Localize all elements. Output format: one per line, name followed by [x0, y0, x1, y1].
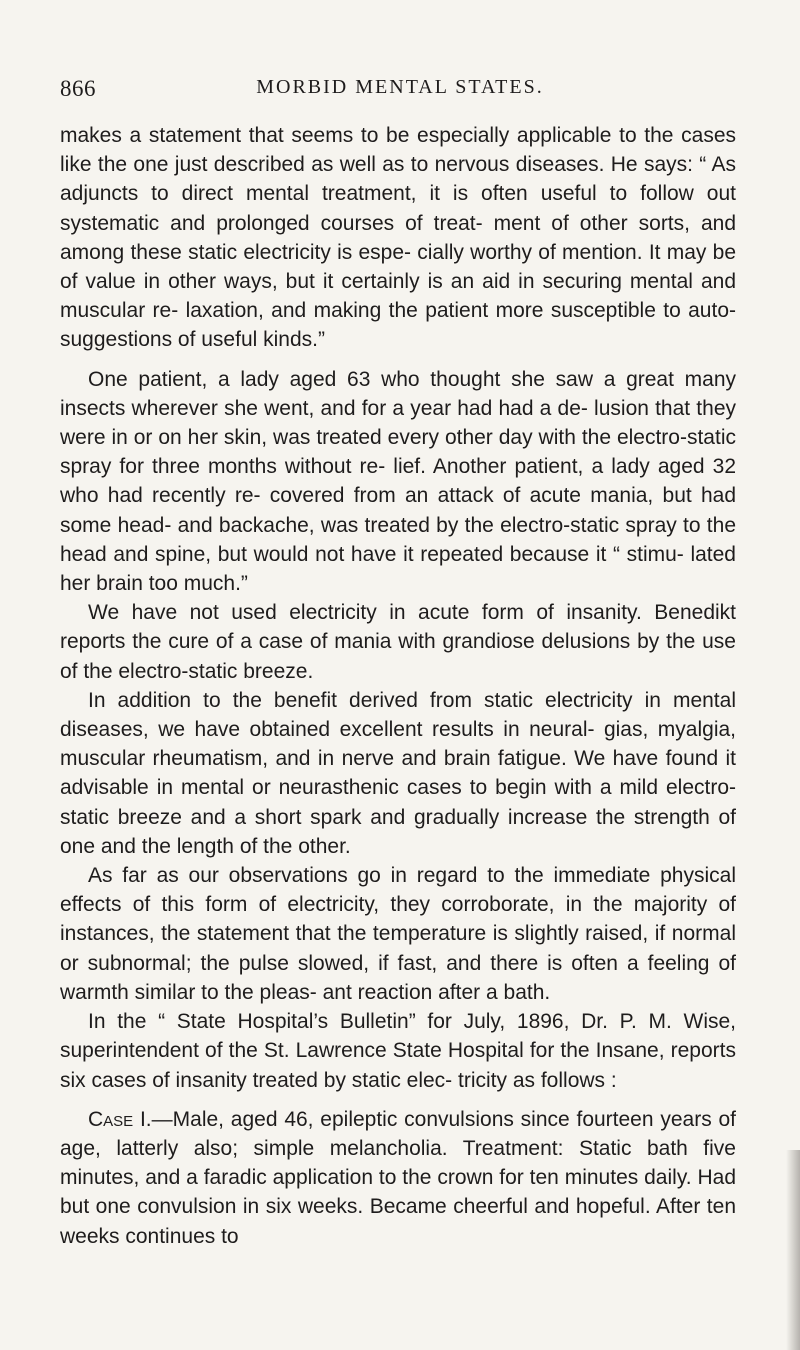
case-text: —Male, aged 46, epileptic convulsions since fourteen years of age, latterly also; simple melancholia. Treatment: Static bath five minutes, and a faradic application to the crown for ten minutes daily. Had but one convulsion in six weeks. Became cheerful and hopeful. After ten weeks continues to — [60, 1107, 736, 1248]
body-text — [60, 121, 736, 1251]
paragraph: makes a statement that seems to be especially applicable to the cases like the one just described as well as to nervous diseases. He says: “ As adjuncts to direct mental treatment, it is often useful to follow out systematic and prolonged courses of treat- ment of other sorts, and among these static electricity is espe- cially worthy of mention. It may be of value in other ways, but it certainly is an aid in securing mental and muscular re- laxation, and making the patient more susceptible to auto- suggestions of useful kinds.” — [60, 124, 736, 352]
paragraph: We have not used electricity in acute form of insanity. Benedikt reports the cure of a case of mania with grandiose delusions by the use of the electro-static breeze. — [60, 601, 736, 683]
paragraph: In addition to the benefit derived from static electricity in mental diseases, we have obtained excellent results in neural- gias, myalgia, muscular rheumatism, and in nerve and brain fatigue. We have found it advisable in mental or neurasthenic cases to begin with a mild electro-static breeze and a short spark and gradually increase the strength of one and the length of the other. — [60, 688, 736, 858]
page-number: 866 — [60, 76, 96, 101]
case-label: Case I. — [88, 1107, 152, 1131]
paragraph: As far as our observations go in regard to the immediate physical effects of this form of electricity, they corroborate, in the majority of instances, the statement that the temperature is slightly raised, if normal or subnormal; the pulse slowed, if fast, and there is often a feeling of warmth similar to the pleas- ant reaction after a bath. — [60, 864, 736, 1004]
running-head: MORBID MENTAL STATES. — [256, 76, 544, 98]
page-edge-shadow — [786, 1150, 800, 1350]
paragraph: One patient, a lady aged 63 who thought she saw a great many insects wherever she went, and for a year had had a de- lusion that they were in or on her skin, was treated every other day with the electro-static spray for three months without re- lief. Another patient, a lady aged 32 who had recently re- covered from an attack of acute mania, but had some head- and backache, was treated by the electro-static spray to the head and spine, but would not have it repeated because it “ stimu- lated her brain too much.” — [60, 367, 736, 596]
page-header — [0, 76, 800, 106]
case-paragraph — [60, 1105, 736, 1251]
paragraph: In the “ State Hospital’s Bulletin” for July, 1896, Dr. P. M. Wise, superintendent of the St. Lawrence State Hospital for the Insane, reports six cases of insanity treated by static elec- tricity as follows : — [60, 1010, 736, 1092]
